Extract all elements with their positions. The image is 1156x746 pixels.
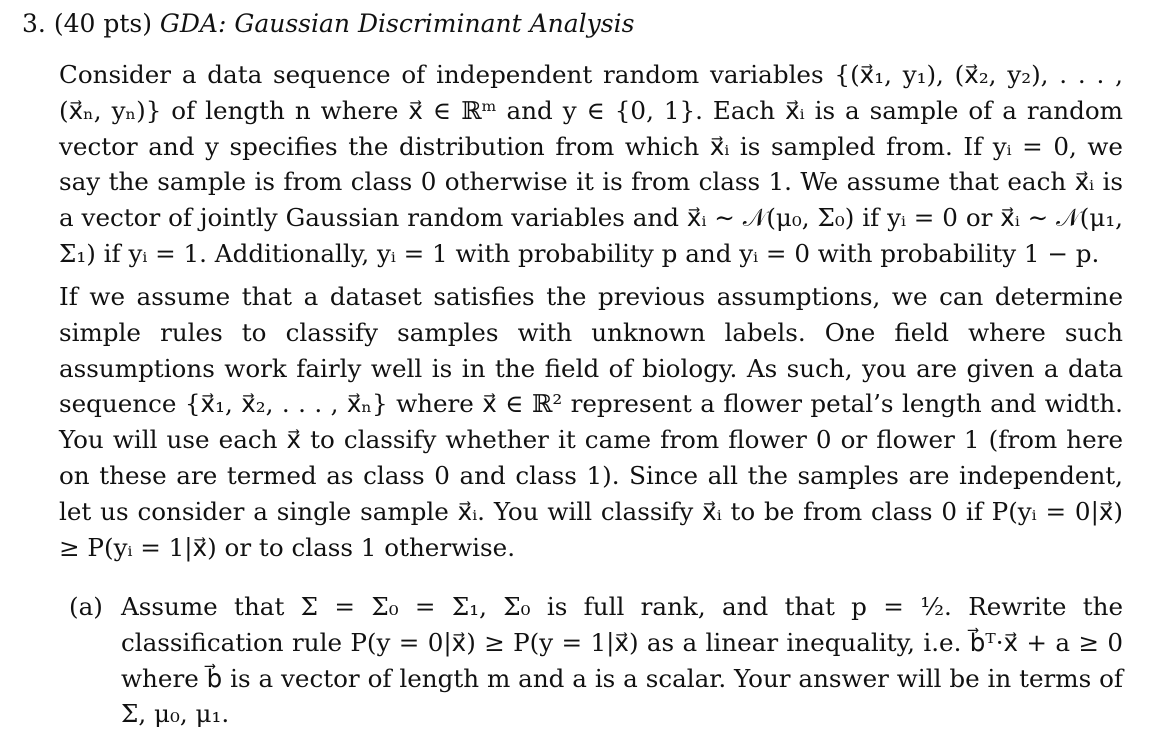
part-a-text: Assume that Σ = Σ₀ = Σ₁, Σ₀ is full rank, and that p = ½. Rewrite the classification rule P(y = 0|x⃗) ≥ P(y = 1|x⃗) as a linear inequality, i.e. b⃗ᵀ·x⃗ + a ≥ 0 where b⃗ is a vector of length m and a is a scalar. Your answer will be in terms of Σ, μ₀, μ₁. bbox=[121, 592, 1123, 729]
problem-header bbox=[22, 6, 634, 42]
paragraph-classification: If we assume that a dataset satisfies the previous assumptions, we can determine simple rules to classify samples with unknown labels. One field where such assumptions work fairly well is in the field of biology. As such, you are given a data sequence {x⃗₁, x⃗₂, . . . , x⃗ₙ} where x⃗ ∈ ℝ² represent a flower petal’s length and width. You will use each x⃗ to classify whether it came from flower 0 or flower 1 (from here on these are termed as class 0 and class 1). Since all the samples are independent, let us consider a single sample x⃗ᵢ. You will classify x⃗ᵢ to be from class 0 if P(yᵢ = 0|x⃗) ≥ P(yᵢ = 1|x⃗) or to class 1 otherwise. bbox=[59, 282, 1123, 562]
part-a-label: (a) bbox=[69, 592, 103, 621]
problem-title: GDA: Gaussian Discriminant Analysis bbox=[159, 9, 635, 38]
paragraph-setup: Consider a data sequence of independent random variables {(x⃗₁, y₁), (x⃗₂, y₂), . . . , (x⃗ₙ, yₙ)} of length n where x⃗ ∈ ℝᵐ and y ∈ {0, 1}. Each x⃗ᵢ is a sample of a random vector and y specifies the distribution from which x⃗ᵢ is sampled from. If yᵢ = 0, we say the sample is from class 0 otherwise it is from class 1. We assume that each x⃗ᵢ is a vector of jointly Gaussian random variables and x⃗ᵢ ∼ 𝒩(μ₀, Σ₀) if yᵢ = 0 or x⃗ᵢ ∼ 𝒩(μ₁, Σ₁) if yᵢ = 1. Additionally, yᵢ = 1 with probability p and yᵢ = 0 with probability 1 − p. bbox=[59, 60, 1123, 268]
problem-number: 3. bbox=[22, 9, 46, 38]
problem-points: (40 pts) bbox=[53, 9, 152, 38]
